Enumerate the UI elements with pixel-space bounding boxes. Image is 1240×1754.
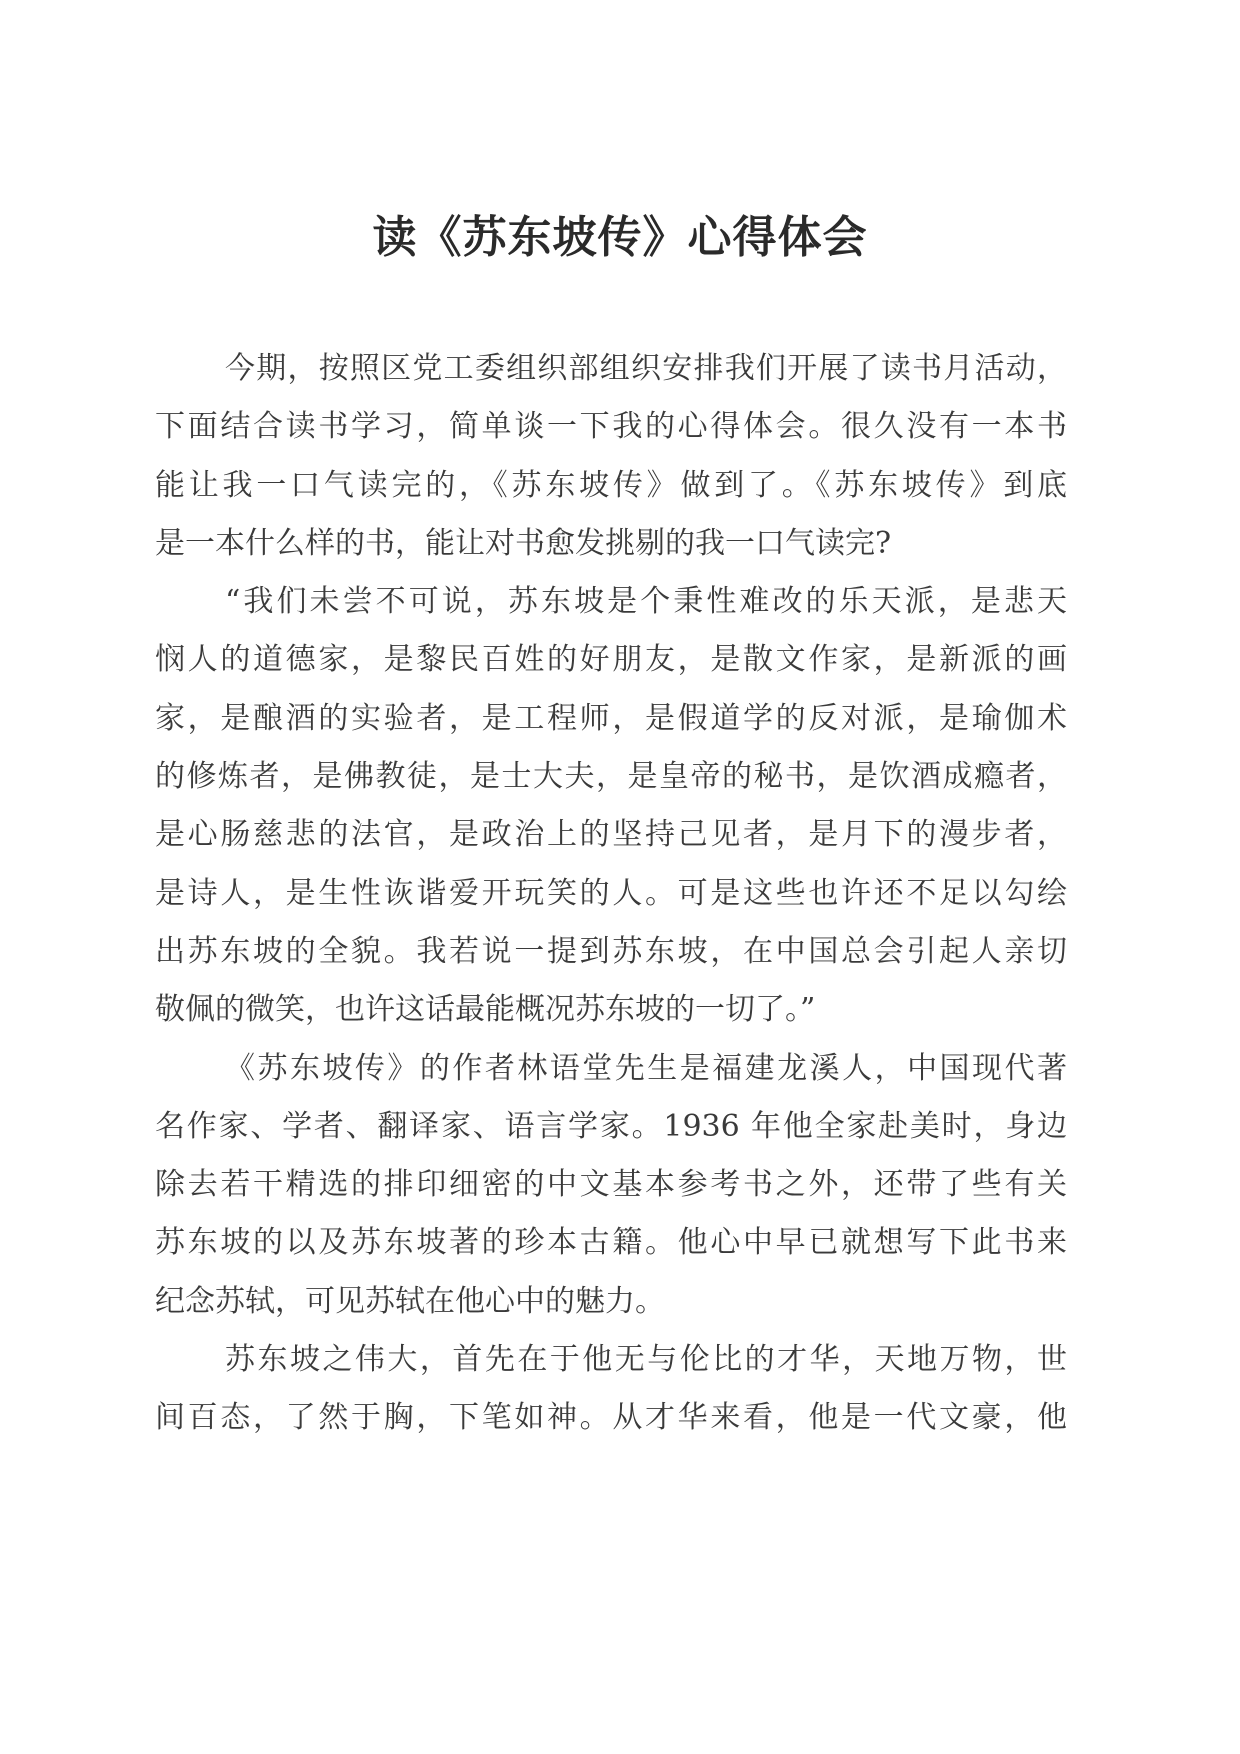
text-line: 家，是酿酒的实验者，是工程师，是假道学的反对派，是瑜伽术 xyxy=(155,700,1067,736)
paragraph xyxy=(155,340,1067,573)
text-line: 《苏东坡传》的作者林语堂先生是福建龙溪人，中国现代著 xyxy=(225,1050,1067,1086)
text-line: 苏东坡的以及苏东坡著的珍本古籍。他心中早已就想写下此书来 xyxy=(155,1225,1067,1261)
text-line: 是诗人，是生性诙谐爱开玩笑的人。可是这些也许还不足以勾绘 xyxy=(155,875,1067,911)
text-line: 今期，按照区党工委组织部组织安排我们开展了读书月活动， xyxy=(225,351,1067,386)
text-line: 苏东坡之伟大，首先在于他无与伦比的才华，天地万物，世 xyxy=(225,1342,1067,1378)
text-line: 间百态，了然于胸，下笔如神。从才华来看，他是一代文豪，他 xyxy=(155,1400,1067,1436)
paragraph xyxy=(155,573,1067,1039)
text-line: 纪念苏轼，可见苏轼在他心中的魅力。 xyxy=(155,1283,665,1319)
text-line: 悯人的道德家，是黎民百姓的好朋友，是散文作家，是新派的画 xyxy=(155,642,1067,678)
text-line: 是一本什么样的书，能让对书愈发挑剔的我一口气读完? xyxy=(155,525,892,561)
text-line: 名作家、学者、翻译家、语言学家。1936 年他全家赴美时，身边 xyxy=(155,1108,1067,1144)
text-line: 能让我一口气读完的，《苏东坡传》做到了。《苏东坡传》到底 xyxy=(155,467,1067,503)
text-line: “我们未尝不可说，苏东坡是个秉性难改的乐天派，是悲天 xyxy=(225,584,1067,620)
document-body xyxy=(155,340,1067,1448)
text-line: 出苏东坡的全貌。我若说一提到苏东坡，在中国总会引起人亲切 xyxy=(155,933,1067,969)
text-line: 敬佩的微笑，也许这话最能概况苏东坡的一切了。” xyxy=(155,992,816,1028)
text-line: 是心肠慈悲的法官，是政治上的坚持己见者，是月下的漫步者， xyxy=(155,817,1067,853)
text-line: 除去若干精选的排印细密的中文基本参考书之外，还带了些有关 xyxy=(155,1167,1067,1203)
paragraph xyxy=(155,1331,1067,1448)
document-title: 读《苏东坡传》心得体会 xyxy=(372,212,868,263)
text-line: 下面结合读书学习，简单谈一下我的心得体会。很久没有一本书 xyxy=(155,409,1067,445)
text-line: 的修炼者，是佛教徒，是士大夫，是皇帝的秘书，是饮酒成瘾者， xyxy=(155,759,1067,795)
paragraph xyxy=(155,1040,1067,1331)
